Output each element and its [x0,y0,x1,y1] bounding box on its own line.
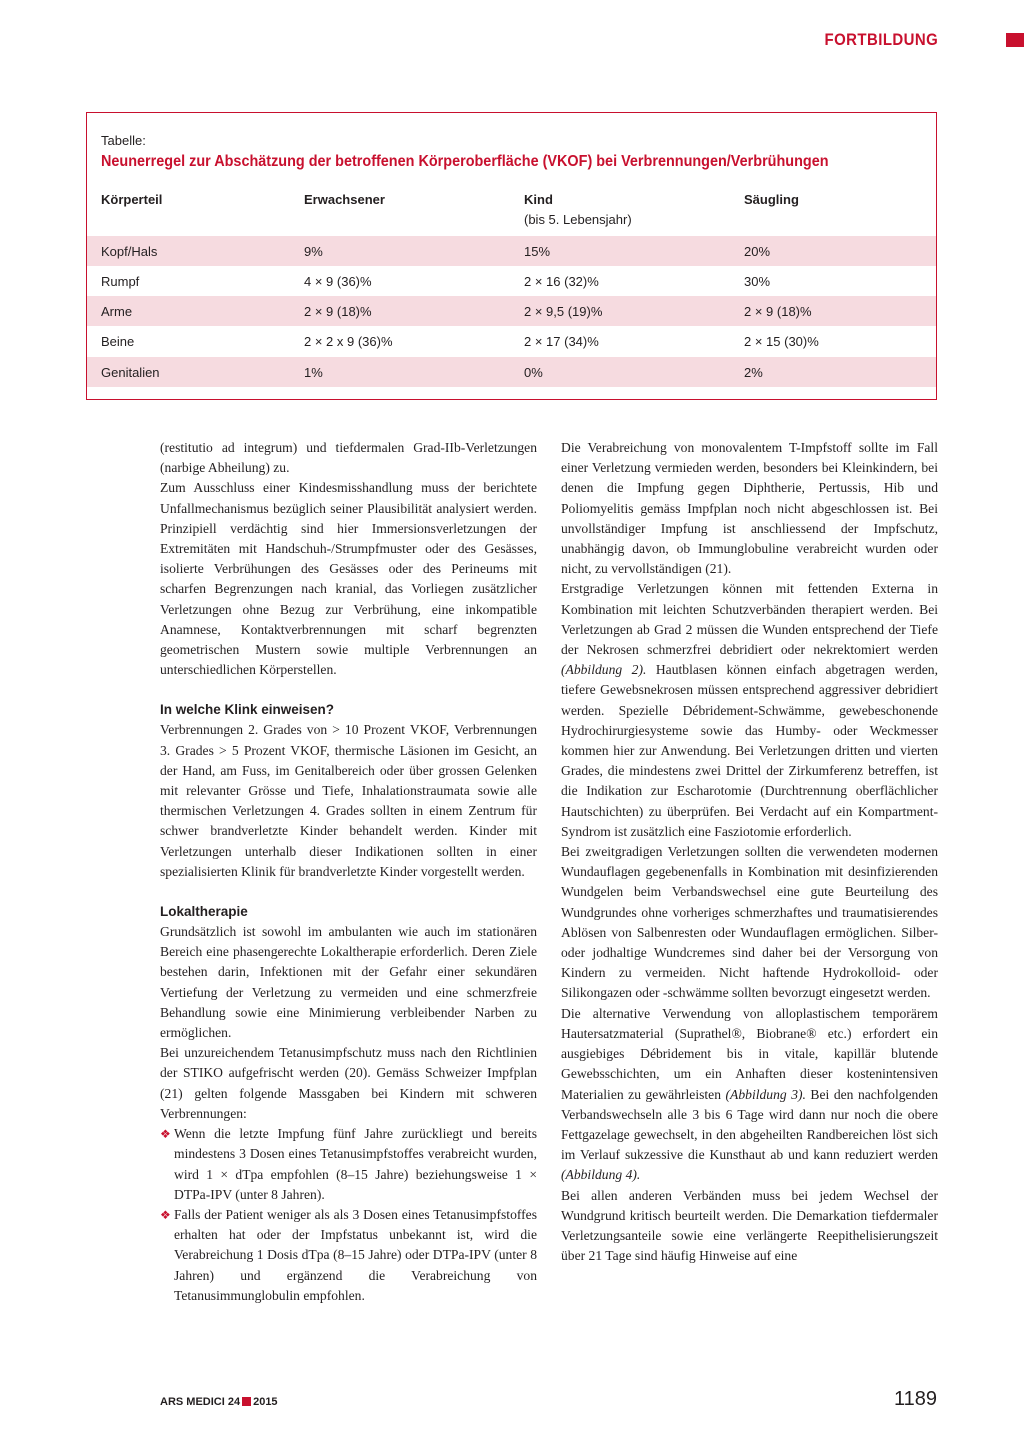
list-item [160,1124,537,1205]
page-number: 1189 [893,1388,937,1410]
table-cell: Arme [101,304,133,319]
column-header-saeugling: Säugling [744,192,799,207]
table-kicker: Tabelle: [101,133,146,148]
paragraph [561,1004,938,1186]
journal-name: ARS MEDICI 24 [160,1396,241,1408]
paragraph [561,579,938,842]
table-cell: Genitalien [101,365,160,380]
paragraph: (restitutio ad integrum) und tiefdermalen Grad-IIb-Verletzungen (narbige Abheilung) zu. [160,440,537,476]
journal-year: 2015 [253,1396,278,1408]
table-cell: 2 × 15 (30)% [744,334,819,349]
paragraph: Grundsätzlich ist sowohl im ambulanten wie auch im stationären Bereich eine phasengerechte Lokaltherapie erforderlich. Deren Ziele bestehen darin, Infektionen mit der Gefahr einer sekundären Vertiefung der Verletzung zu vermeiden und eine schmerzfreie Behandlung sowie eine Minimierung verbleibender Narben zu ermöglichen. [160,924,537,1041]
footer-journal [160,1396,278,1408]
diamond-bullet-icon: ❖ [160,1207,171,1222]
column-header-erwachsener: Erwachsener [304,192,385,207]
paragraph: Zum Ausschluss einer Kindesmisshandlung muss der berichtete Unfallmechanismus bezüglich seiner Plausibilität analysiert werden. Prinzipiell verdächtig sind hier Immersionsverletzungen der Extremitäten mit Handschuh-/Strumpfmuster oder des Gesässes, isolierte Verbrühungen des Gesässes oder des Perineums mit scharfen Begrenzungen nach kranial, das Vorliegen zusätzlicher Verletzungen ohne Bezug zur Verbrühung, eine inkompatible Anamnese, Kontaktverbrennungen mit scharf begrenzten geometrischen Mustern sowie multiple Verbrennungen an unterschiedlichen Körperstellen. [160,480,537,678]
section-label: FORTBILDUNG [824,30,938,49]
table-row [87,296,936,326]
subheading-lokaltherapie: Lokaltherapie [160,904,248,920]
table-row [87,236,936,266]
table-cell: 2 × 9 (18)% [304,304,372,319]
list-item [160,1205,537,1306]
subheading-klinik: In welche Klink einweisen? [160,702,335,718]
table-row [87,357,936,387]
paragraph: Bei zweitgradigen Verletzungen sollten die verwendeten modernen Wundauflagen gegebenenfalls in Kombination mit desinfizierenden Wundgelen beim Verbandswechsel eine gute Beurteilung des Wundgrundes ohne vorheriges schmerzhaftes und traumatisierendes Ablösen von Salbenresten oder Wundauflagen ermöglichen. Silber- oder jodhaltige Wundcremes sind daher bei der Versorgung von Kindern zu vermeiden. Nicht haftende Hydrokolloid- oder Silikongazen oder -schwämme sollten bevorzugt eingesetzt werden. [561,844,938,1001]
table-cell: 1% [304,365,323,380]
table-title: Neunerregel zur Abschätzung der betroffenen Körperoberfläche (VKOF) bei Verbrennungen/Verbrühungen [101,153,829,170]
table-box [86,112,937,400]
figure-reference: (Abbildung 4). [561,1167,641,1183]
table-cell: 9% [304,244,323,259]
table-cell: 20% [744,244,771,259]
table-cell: Beine [101,334,135,349]
table-row [87,326,936,356]
paragraph: Bei unzureichendem Tetanusimpfschutz muss nach den Richtlinien der STIKO aufgefrischt werden (20). Gemäss Schweizer Impfplan (21) gelten folgende Massgaben bei Kindern mit schweren Verbrennungen: [160,1045,537,1121]
figure-reference: (Abbildung 3). [725,1086,806,1102]
table-cell: 2 × 2 x 9 (36)% [304,334,393,349]
paragraph: Bei allen anderen Verbänden muss bei jedem Wechsel der Wundgrund kritisch beurteilt werden. Die Demarkation tiefdermaler Verletzungsanteile sowie eine verlängerte Reepithelisierungszeit über 21 Tage sind häufig Hinweise auf eine [561,1187,938,1264]
paragraph-text: Bei den nachfolgenden Verbandswechseln alle 3 bis 6 Tage wird dann nur noch die obere Fettgazelage gewechselt, in den abgeheilten Randbereichen löst sich im Verlauf sukzessive die Kunsthaut ab und kann reduziert werden [561,1086,938,1163]
table-cell: 4 × 9 (36)% [304,274,372,289]
table-cell: Rumpf [101,274,140,289]
diamond-bullet-icon: ❖ [160,1127,171,1142]
bullet-list [160,1124,537,1306]
column-header-kind-sub: (bis 5. Lebensjahr) [524,212,632,227]
paragraph-text: Hautblasen können einfach abgetragen werden, tiefere Gewebsnekrosen müssen entsprechend aggressiver debridiert werden. Spezielle Débridement-Schwämme, gewebeschonende Hydrochirurgiesysteme sowie das Humby- oder Weckmesser kommen hier zur Anwendung. Bei Verletzungen dritten und vierten Grades, die mindestens zwei Drittel der Zirkumferenz betreffen, ist die Indikation zur Escharotomie (Durchtrennung oberflächlicher Hautschichten) zu überprüfen. Bei Verdacht auf ein Kompartment-Syndrom ist zusätzlich eine Fasziotomie erforderlich. [561,662,938,839]
section-marker [1006,33,1024,47]
table-cell: Kopf/Hals [101,244,158,259]
paragraph: Die Verabreichung von monovalentem T-Impfstoff sollte im Fall einer Verletzung vermieden werden, besonders bei Kleinkindern, bei denen die Impfung gegen Diphtherie, Pertussis, Hib und Poliomyelitis gemäss Impfplan noch nicht abgeschlossen ist. Bei unvollständiger Impfung ist anschliessend der Impfschutz, unabhängig davon, ob Immunglobuline verabreicht wurden oder nicht, zu vervollständigen (21). [561,440,938,577]
figure-reference: (Abbildung 2). [561,662,647,678]
right-column [561,438,938,1266]
list-item-text: Wenn die letzte Impfung fünf Jahre zurückliegt und bereits mindestens 3 Dosen eines Tetanusimpfstoffes verabreicht wurden, wird 1 × dTpa empfohlen (8–15 Jahre) beziehungsweise 1 × DTPa-IPV (unter 8 Jahren). [174,1126,537,1202]
paragraph: Verbrennungen 2. Grades von > 10 Prozent VKOF, Verbrennungen 3. Grades > 5 Prozent VKOF, thermische Läsionen im Gesicht, an der Hand, am Fuss, im Genitalbereich oder über grossen Gelenken mit relevanter Grösse und Tiefe, Inhalationstraumata sowie alle thermischen Verletzungen 4. Grades sollten in einem Zentrum für schwer brandverletzte Kinder behandelt werden. Kinder mit Verletzungen unterhalb dieser Indikationen sollten in einer spezialisierten Klinik für brandverletzte Kinder vorgestellt werden. [160,722,537,879]
column-header-kind: Kind [524,192,553,207]
table-cell: 2% [744,365,763,380]
table-cell: 2 × 17 (34)% [524,334,599,349]
table-cell: 2 × 16 (32)% [524,274,599,289]
list-item-text: Falls der Patient weniger als als 3 Dosen eines Tetanusimpfstoffes erhalten hat oder der Impfstatus unbekannt ist, wird die Verabreichung 1 Dosis dTpa (8–15 Jahre) oder DTPa-IPV (unter 8 Jahren) und ergänzend die Verabreichung von Tetanusimmunglobulin empfohlen. [174,1206,537,1303]
paragraph-text: Erstgradige Verletzungen können mit fettenden Externa in Kombination mit leichten Schutzverbänden therapiert werden. Bei Verletzungen ab Grad 2 müssen die Wunden entsprechend der Tiefe der Nekrosen schmerzfrei debridiert oder nekrektomiert werden [561,581,938,658]
table-cell: 2 × 9,5 (19)% [524,304,603,319]
table-cell: 0% [524,365,543,380]
table-row [87,266,936,296]
table-cell: 2 × 9 (18)% [744,304,812,319]
column-header-koerperteil: Körperteil [101,192,163,207]
paragraph-text: Die alternative Verwendung von alloplastischem temporärem Hautersatzmaterial (Suprathel®, Biobrane® etc.) erfordert ein ausgiebiges Débridement bis in vitale, kapillär blutende Gewebsschichten, um ein Anhaften dieser kostenintensiven Materialien zu gewährleisten [561,1005,938,1102]
table-cell: 15% [524,244,551,259]
table-cell: 30% [744,274,771,289]
left-column [160,438,537,1306]
footer-square-marker [242,1397,251,1406]
